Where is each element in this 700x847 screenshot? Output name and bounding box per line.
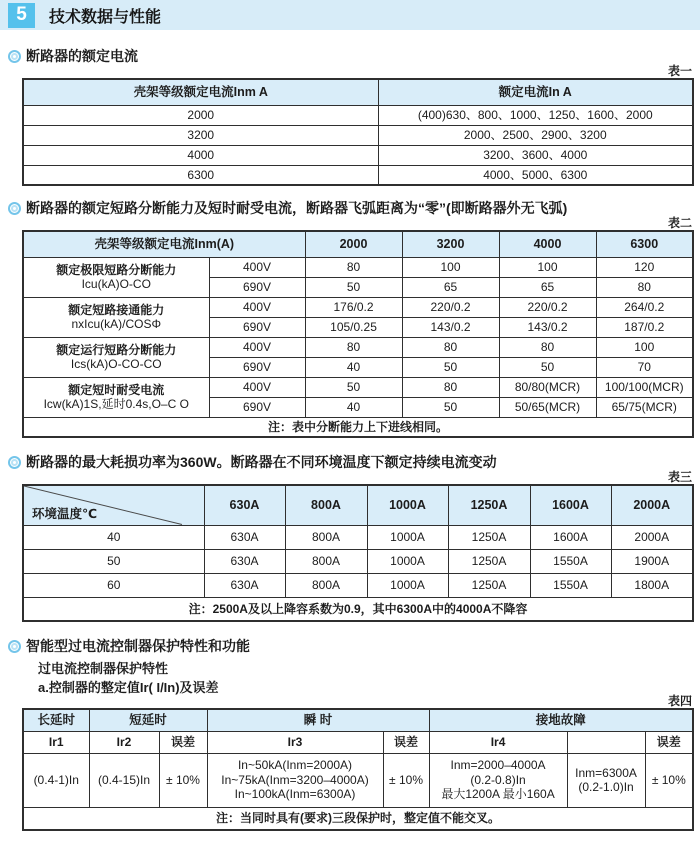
table-row — [23, 257, 693, 277]
cell: 1800A — [611, 573, 693, 597]
double-circle-bullet-icon — [8, 202, 21, 215]
temperature-cell: 50 — [23, 549, 204, 573]
cell: 1000A — [367, 525, 448, 549]
column-header — [567, 731, 645, 753]
table-note-row — [23, 807, 693, 830]
cell: 1000A — [367, 573, 448, 597]
cell: 70 — [596, 357, 693, 377]
cell: 100 — [596, 337, 693, 357]
cell: 143/0.2 — [499, 317, 596, 337]
table4-label: 表四 — [667, 694, 692, 708]
row-group-label: 额定运行短路分断能力 Ics(kA)O-CO-CO — [23, 337, 209, 377]
cell: 630A — [204, 525, 285, 549]
column-header: 2000 — [305, 231, 402, 257]
table-row — [23, 753, 693, 807]
section3-title: 断路器的最大耗损功率为360W。断路器在不同环境温度下额定持续电流变动 — [26, 454, 497, 470]
table4-wrapper — [22, 694, 692, 831]
cell: In~50kA(Inm=2000A) In~75kA(Inm=3200–4000A) In~100kA(Inm=6300A) — [207, 753, 383, 807]
column-header: 误差 — [159, 731, 207, 753]
cell: ± 10% — [645, 753, 693, 807]
table-row — [23, 525, 693, 549]
table-row — [23, 549, 693, 573]
column-header: 630A — [204, 485, 285, 525]
corner-label: 环境温度℃ — [32, 506, 98, 521]
table-header-row — [23, 485, 693, 525]
double-circle-bullet-icon — [8, 456, 21, 469]
cell: 3200 — [23, 125, 378, 145]
cell: 100 — [402, 257, 499, 277]
cell: 400V — [209, 297, 305, 317]
section4-subtitle2: a.控制器的整定值Ir( I/In)及误差 — [38, 680, 219, 695]
cell: 80 — [402, 377, 499, 397]
section-number-badge: 5 — [8, 3, 35, 28]
table2-wrapper — [22, 216, 692, 438]
column-header: 误差 — [383, 731, 429, 753]
table-row — [23, 105, 693, 125]
cell: 220/0.2 — [499, 297, 596, 317]
cell: 50 — [305, 277, 402, 297]
column-header: 6300 — [596, 231, 693, 257]
cell: 80 — [305, 257, 402, 277]
column-header: 4000 — [499, 231, 596, 257]
cell: 400V — [209, 337, 305, 357]
column-header: 额定电流In A — [378, 79, 693, 105]
row-group-label: 额定短路接通能力 nxIcu(kA)/COSΦ — [23, 297, 209, 337]
table-row — [23, 165, 693, 185]
table-row — [23, 377, 693, 397]
cell: 220/0.2 — [402, 297, 499, 317]
column-header: 壳架等级额定电流Inm(A) — [23, 231, 305, 257]
table-note: 注：2500A及以上降容系数为0.9，其中6300A中的4000A不降容 — [23, 597, 693, 621]
cell: 6300 — [23, 165, 378, 185]
page-content — [0, 46, 700, 831]
column-header: Ir3 — [207, 731, 383, 753]
table-row — [23, 573, 693, 597]
cell: 1600A — [530, 525, 611, 549]
cell: 690V — [209, 397, 305, 417]
column-header: 1600A — [530, 485, 611, 525]
section4-title: 智能型过电流控制器保护特性和功能 — [26, 638, 250, 654]
cell: 176/0.2 — [305, 297, 402, 317]
cell: 105/0.25 — [305, 317, 402, 337]
cell: 1250A — [448, 573, 530, 597]
table1-wrapper — [22, 64, 692, 186]
table-row — [23, 297, 693, 317]
column-header: 壳架等级额定电流Inm A — [23, 79, 378, 105]
cell: 800A — [285, 549, 367, 573]
cell: 187/0.2 — [596, 317, 693, 337]
column-header: 2000A — [611, 485, 693, 525]
cell: 1250A — [448, 549, 530, 573]
temperature-cell: 60 — [23, 573, 204, 597]
column-header: 800A — [285, 485, 367, 525]
column-header: Ir4 — [429, 731, 567, 753]
table-note: 注：当同时具有(要求)三段保护时，整定值不能交叉。 — [23, 807, 693, 830]
cell: 50 — [402, 397, 499, 417]
table1-label: 表一 — [667, 64, 692, 78]
table3-label: 表三 — [667, 470, 692, 484]
cell: 630A — [204, 549, 285, 573]
cell: 80 — [305, 337, 402, 357]
cell: 264/0.2 — [596, 297, 693, 317]
group-header: 瞬 时 — [207, 709, 429, 731]
column-header: Ir1 — [23, 731, 89, 753]
cell: 400V — [209, 257, 305, 277]
double-circle-bullet-icon — [8, 50, 21, 63]
column-header: 1250A — [448, 485, 530, 525]
column-header: 3200 — [402, 231, 499, 257]
section2-heading — [8, 198, 692, 218]
cell: 80/80(MCR) — [499, 377, 596, 397]
table-note: 注：表中分断能力上下进线相同。 — [23, 417, 693, 437]
cell: 80 — [499, 337, 596, 357]
section4-subtitle1: 过电流控制器保护特性 — [38, 661, 169, 676]
cell: 1550A — [530, 549, 611, 573]
cell: 400V — [209, 377, 305, 397]
breaking-capacity-table — [22, 230, 694, 438]
group-header: 短延时 — [89, 709, 207, 731]
cell: 4000、5000、6300 — [378, 165, 693, 185]
double-circle-bullet-icon — [8, 640, 21, 653]
table-row — [23, 337, 693, 357]
cell: ± 10% — [159, 753, 207, 807]
cell: 100/100(MCR) — [596, 377, 693, 397]
section1-title: 断路器的额定电流 — [26, 48, 138, 64]
table-row — [23, 145, 693, 165]
table-group-header-row — [23, 709, 693, 731]
diagonal-header-cell — [23, 485, 204, 525]
cell: 50/65(MCR) — [499, 397, 596, 417]
cell: 2000A — [611, 525, 693, 549]
cell: 120 — [596, 257, 693, 277]
cell: 80 — [596, 277, 693, 297]
group-header: 长延时 — [23, 709, 89, 731]
cell: 2000、2500、2900、3200 — [378, 125, 693, 145]
cell: Inm=6300A (0.2-1.0)In — [567, 753, 645, 807]
cell: 50 — [402, 357, 499, 377]
cell: 800A — [285, 573, 367, 597]
cell: 40 — [305, 357, 402, 377]
cell: 2000 — [23, 105, 378, 125]
cell: 65 — [402, 277, 499, 297]
cell: 1550A — [530, 573, 611, 597]
cell: (400)630、800、1000、1250、1600、2000 — [378, 105, 693, 125]
section3-heading — [8, 452, 692, 472]
cell: 4000 — [23, 145, 378, 165]
group-header: 接地故障 — [429, 709, 693, 731]
table-note-row — [23, 417, 693, 437]
cell: 50 — [305, 377, 402, 397]
cell: 690V — [209, 357, 305, 377]
table-row — [23, 125, 693, 145]
cell: 65 — [499, 277, 596, 297]
cell: 80 — [402, 337, 499, 357]
cell: ± 10% — [383, 753, 429, 807]
cell: 50 — [499, 357, 596, 377]
section4-heading — [8, 636, 692, 656]
cell: 65/75(MCR) — [596, 397, 693, 417]
cell: 1250A — [448, 525, 530, 549]
column-header: 1000A — [367, 485, 448, 525]
cell: 40 — [305, 397, 402, 417]
cell: 1000A — [367, 549, 448, 573]
column-header: 误差 — [645, 731, 693, 753]
page-title: 技术数据与性能 — [49, 8, 162, 26]
column-header: Ir2 — [89, 731, 159, 753]
table3-wrapper — [22, 470, 692, 622]
cell: 1900A — [611, 549, 693, 573]
controller-setting-table — [22, 708, 694, 831]
row-group-label: 额定短时耐受电流 Icw(kA)1S,延时0.4s,O–C O — [23, 377, 209, 417]
cell: Inm=2000–4000A (0.2-0.8)In 最大1200A 最小160A — [429, 753, 567, 807]
table-header-row — [23, 79, 693, 105]
cell: 690V — [209, 277, 305, 297]
temperature-derating-table — [22, 484, 694, 622]
table-header-row — [23, 231, 693, 257]
section2-title: 断路器的额定短路分断能力及短时耐受电流，断路器飞弧距离为“零”(即断路器外无飞弧) — [26, 200, 568, 216]
table2-label: 表二 — [667, 216, 692, 230]
table-note-row — [23, 597, 693, 621]
table-subheader-row — [23, 731, 693, 753]
temperature-cell: 40 — [23, 525, 204, 549]
top-banner — [0, 0, 700, 30]
cell: 100 — [499, 257, 596, 277]
rated-current-table — [22, 78, 694, 186]
cell: (0.4-15)In — [89, 753, 159, 807]
cell: 800A — [285, 525, 367, 549]
cell: 690V — [209, 317, 305, 337]
cell: (0.4-1)In — [23, 753, 89, 807]
section1-heading — [8, 46, 692, 66]
row-group-label: 额定极限短路分断能力 Icu(kA)O-CO — [23, 257, 209, 297]
cell: 3200、3600、4000 — [378, 145, 693, 165]
cell: 143/0.2 — [402, 317, 499, 337]
cell: 630A — [204, 573, 285, 597]
